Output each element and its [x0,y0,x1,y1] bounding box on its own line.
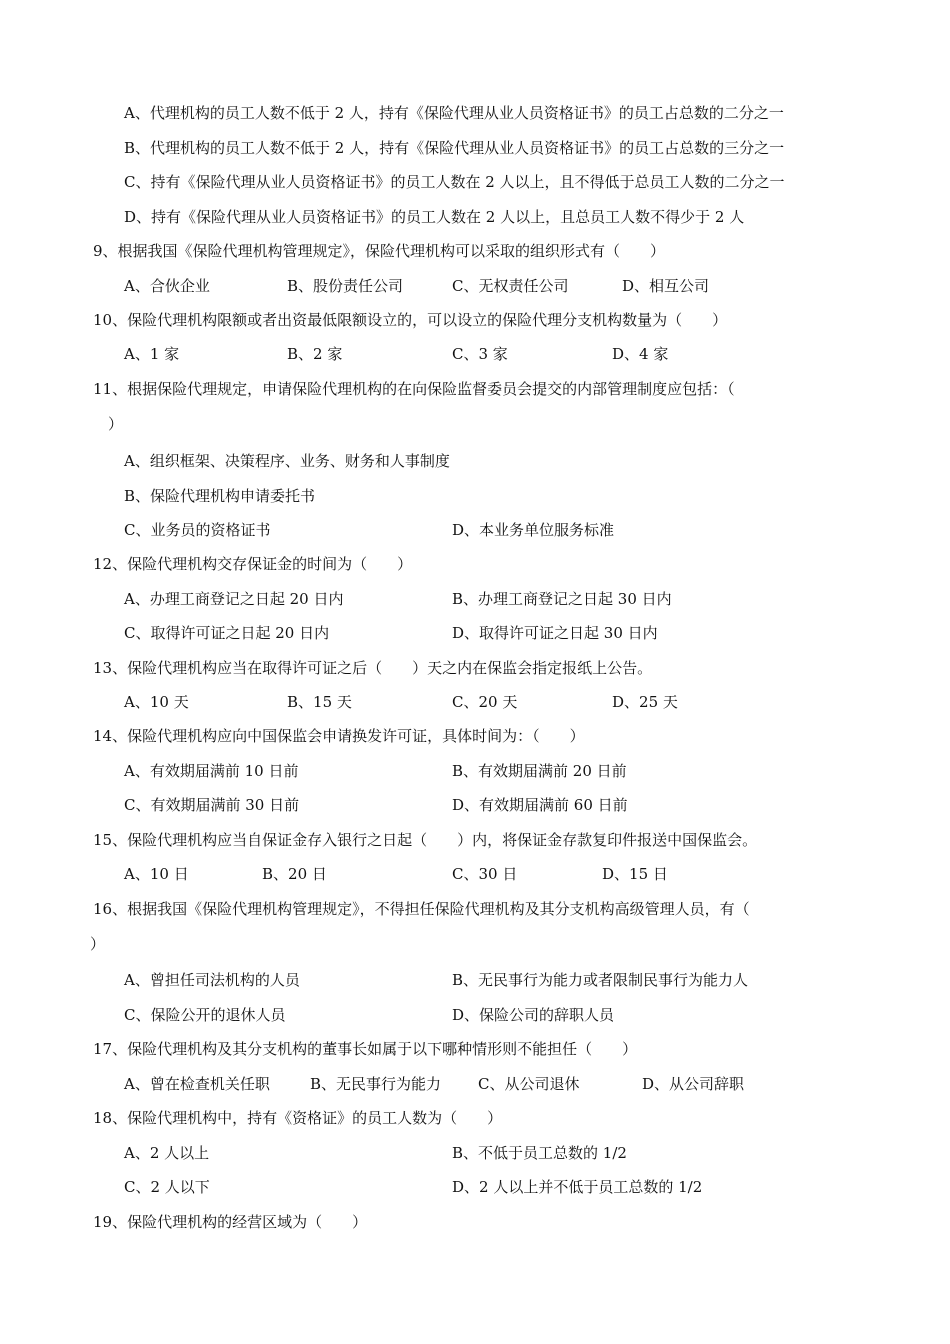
q13-option-a: A、10 天 [124,693,189,711]
q17-option-b: B、无民事行为能力 [310,1075,442,1093]
q13-question: 13、保险代理机构应当在取得许可证之后（ ）天之内在保监会指定报纸上公告。 [93,659,653,677]
q15-option-b: B、20 日 [262,865,327,883]
q11-option-a: A、组织框架、决策程序、业务、财务和人事制度 [124,452,450,470]
q10-option-b: B、2 家 [287,345,343,363]
q12-option-a: A、办理工商登记之日起 20 日内 [124,590,344,608]
q16-option-d: D、保险公司的辞职人员 [452,1006,615,1024]
q16-question-cont: ） [90,935,106,953]
q18-option-a: A、2 人以上 [124,1144,210,1162]
q14-option-b: B、有效期届满前 20 日前 [452,762,627,780]
q11-question: 11、根据保险代理规定，申请保险代理机构的在向保险监督委员会提交的内部管理制度应包括：（ [93,380,735,398]
q8-option-c: C、持有《保险代理从业人员资格证书》的员工人数在 2 人以上，且不得低于总员工人数的二分之一 [124,173,785,191]
q14-option-d: D、有效期届满前 60 日前 [452,796,628,814]
q10-question: 10、保险代理机构限额或者出资最低限额设立的，可以设立的保险代理分支机构数量为（ ） [93,311,728,329]
q12-option-b: B、办理工商登记之日起 30 日内 [452,590,672,608]
q12-option-c: C、取得许可证之日起 20 日内 [124,624,330,642]
q18-option-b: B、不低于员工总数的 1/2 [452,1144,627,1162]
q10-option-a: A、1 家 [124,345,180,363]
q9-option-c: C、无权责任公司 [452,277,569,295]
q16-option-b: B、无民事行为能力或者限制民事行为能力人 [452,971,749,989]
q17-option-c: C、从公司退休 [478,1075,580,1093]
q8-option-d: D、持有《保险代理从业人员资格证书》的员工人数在 2 人以上，且总员工人数不得少于 2 人 [124,208,745,226]
q8-option-b: B、代理机构的员工人数不低于 2 人，持有《保险代理从业人员资格证书》的员工占总数的三分之一 [124,139,785,157]
q18-option-c: C、2 人以下 [124,1178,210,1196]
q13-option-c: C、20 天 [452,693,518,711]
q11-question-cont: ） [108,415,124,433]
q13-option-d: D、25 天 [612,693,678,711]
q8-option-a: A、代理机构的员工人数不低于 2 人，持有《保险代理从业人员资格证书》的员工占总数的二分之一 [124,104,784,122]
q15-option-c: C、30 日 [452,865,518,883]
q17-question: 17、保险代理机构及其分支机构的董事长如属于以下哪种情形则不能担任（ ） [93,1040,638,1058]
q16-question: 16、根据我国《保险代理机构管理规定》，不得担任保险代理机构及其分支机构高级管理人员，有（ [93,900,750,918]
q10-option-d: D、4 家 [612,345,669,363]
q17-option-d: D、从公司辞职 [642,1075,745,1093]
q15-question: 15、保险代理机构应当自保证金存入银行之日起（ ）内，将保证金存款复印件报送中国保监会。 [93,831,758,849]
q11-option-d: D、本业务单位服务标准 [452,521,615,539]
q11-option-b: B、保险代理机构申请委托书 [124,487,316,505]
q13-option-b: B、15 天 [287,693,352,711]
q9-option-b: B、股份责任公司 [287,277,404,295]
q14-question: 14、保险代理机构应向中国保监会申请换发许可证，具体时间为：（ ） [93,727,585,745]
q9-option-d: D、相互公司 [622,277,710,295]
q18-option-d: D、2 人以上并不低于员工总数的 1/2 [452,1178,703,1196]
q17-option-a: A、曾在检查机关任职 [124,1075,270,1093]
q9-question: 9、根据我国《保险代理机构管理规定》，保险代理机构可以采取的组织形式有（ ） [93,242,666,260]
q16-option-c: C、保险公开的退休人员 [124,1006,286,1024]
q12-option-d: D、取得许可证之日起 30 日内 [452,624,658,642]
q12-question: 12、保险代理机构交存保证金的时间为（ ） [93,555,413,573]
q14-option-c: C、有效期届满前 30 日前 [124,796,300,814]
q15-option-a: A、10 日 [124,865,189,883]
q11-option-c: C、业务员的资格证书 [124,521,271,539]
q18-question: 18、保险代理机构中，持有《资格证》的员工人数为（ ） [93,1109,503,1127]
q19-question: 19、保险代理机构的经营区域为（ ） [93,1213,368,1231]
q9-option-a: A、合伙企业 [124,277,210,295]
q15-option-d: D、15 日 [602,865,668,883]
q10-option-c: C、3 家 [452,345,508,363]
q16-option-a: A、曾担任司法机构的人员 [124,971,300,989]
q14-option-a: A、有效期届满前 10 日前 [124,762,299,780]
